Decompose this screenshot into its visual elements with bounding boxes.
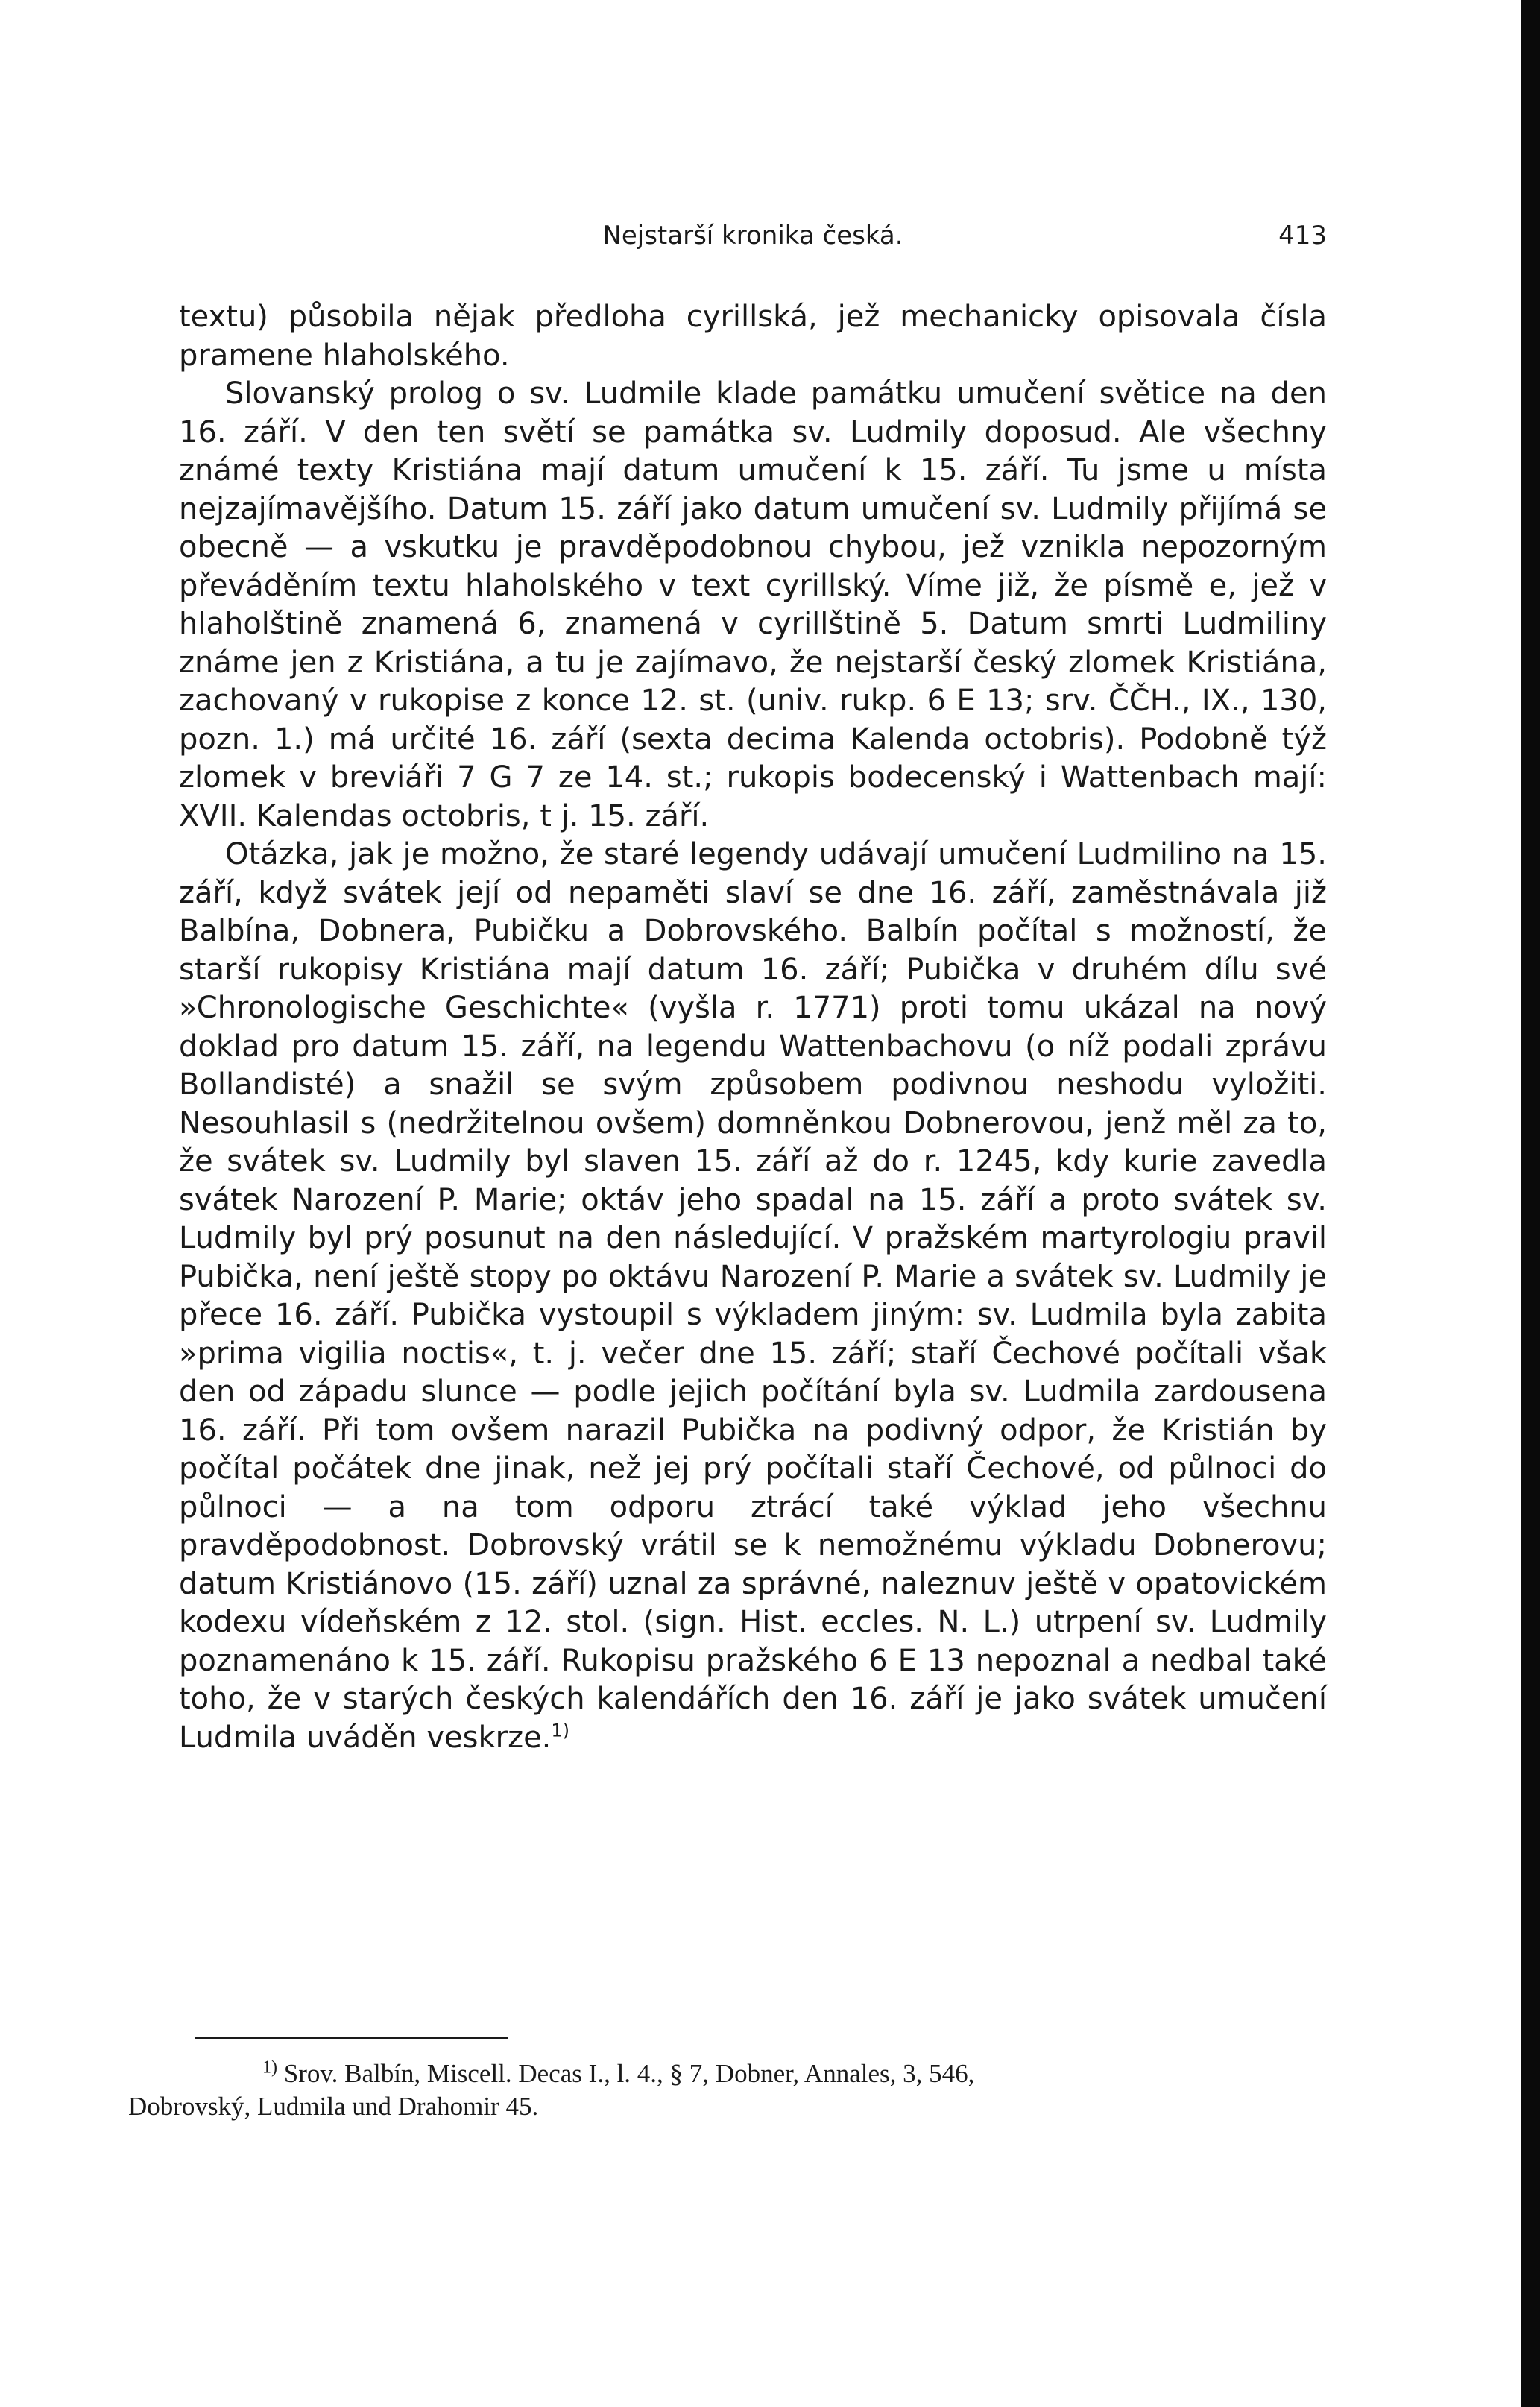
page-header: [179, 221, 1327, 265]
footnote-reference: 1): [551, 1720, 570, 1741]
footnote-line-1: Srov. Balbín, Miscell. Decas I., l. 4., § 7, Dobner, Annales, 3, 546,: [283, 2059, 975, 2088]
body-text: [179, 298, 1327, 1757]
paragraph-3: [179, 836, 1327, 1757]
paragraph-3-text: Otázka, jak je možno, že staré legendy udávají umučení Ludmilino na 15. září, když svátek její od nepaměti slaví se dne 16. září, zaměstnávala již Balbína, Dobnera, Pubičku a Dobrovského. Balbín počítal s možností, že starší rukopisy Kristiána mají datum 16. září; Pubička v druhém dílu své »Chronologische Geschichte« (vyšla r. 1771) proti tomu ukázal na nový doklad pro datum 15. září, na legendu Wattenbachovu (o níž podali zprávu Bollandisté) a snažil se svým způsobem podivnou neshodu vyložiti. Nesouhlasil s (nedržitelnou ovšem) domněnkou Dobnerovou, jenž měl za to, že svátek sv. Ludmily byl slaven 15. září až do r. 1245, kdy kurie zavedla svátek Narození P. Marie; oktáv jeho spadal na 15. září a proto svátek sv. Ludmily byl prý posunut na den následující. V pražském martyrologiu pravil Pubička, není ještě stopy po oktávu Narození P. Marie a svátek sv. Ludmily je přece 16. září. Pubička vystoupil s výkladem jiným: sv. Ludmila byla zabita »prima vigilia noctis«, t. j. večer dne 15. září; staří Čechové počítali však den od západu slunce — podle jejich počítání byla sv. Ludmila zardousena 16. září. Při tom ovšem narazil Pubička na podivný odpor, že Kristián by počítal počátek dne jinak, než jej prý počítali staří Čechové, od půlnoci do půlnoci — a na tom odporu ztrácí také výklad jeho všechnu pravděpodobnost. Dobrovský vrátil se k nemožnému výkladu Dobnerovu; datum Kristiánovo (15. září) uznal za správné, naleznuv ještě v opatovickém kodexu vídeňském z 12. stol. (sign. Hist. eccles. N. L.) utrpení sv. Ludmily poznamenáno k 15. září. Rukopisu pražského 6 E 13 nepoznal a nedbal také toho, že v starých českých kalendářích den 16. září je jako svátek umučení Ludmila uváděn veskrze.: [179, 837, 1327, 1755]
scan-edge: [1521, 0, 1540, 2407]
paragraph-2: Slovanský prolog o sv. Ludmile klade památku umučení světice na den 16. září. V den ten světí se památka sv. Ludmily doposud. Ale všechny známé texty Kristiána mají datum umučení k 15. září. Tu jsme u místa nejzajímavějšího. Datum 15. září jako datum umučení sv. Ludmily přijímá se obecně — a vskutku je pravděpodobnou chybou, jež vznikla nepozorným převáděním textu hlaholského v text cyrillský. Víme již, že písmě e, jež v hlaholštině znamená 6, znamená v cyrillštině 5. Datum smrti Ludmiliny známe jen z Kristiána, a tu je zajímavo, že nejstarší český zlomek Kristiána, zachovaný v rukopise z konce 12. st. (univ. rukp. 6 E 13; srv. ČČH., IX., 130, pozn. 1.) má určité 16. září (sexta decima Kalenda octobris). Podobně týž zlomek v breviáři 7 G 7 ze 14. st.; rukopis bodecenský i Wattenbach mají: XVII. Kalendas octobris, t j. 15. září.: [179, 376, 1327, 833]
page-number: 413: [1278, 221, 1327, 250]
paragraph-1: textu) působila nějak předloha cyrillská, jež mechanicky opisovala čísla pramene hlaholského.: [179, 300, 1327, 373]
footnote-line-2: Dobrovský, Ludmila und Drahomir 45.: [128, 2092, 539, 2121]
footnote-marker: 1): [262, 2057, 277, 2078]
footnote-divider: [195, 2037, 508, 2039]
running-title: Nejstarší kronika česká.: [602, 221, 903, 250]
footnote: [128, 2057, 1327, 2123]
